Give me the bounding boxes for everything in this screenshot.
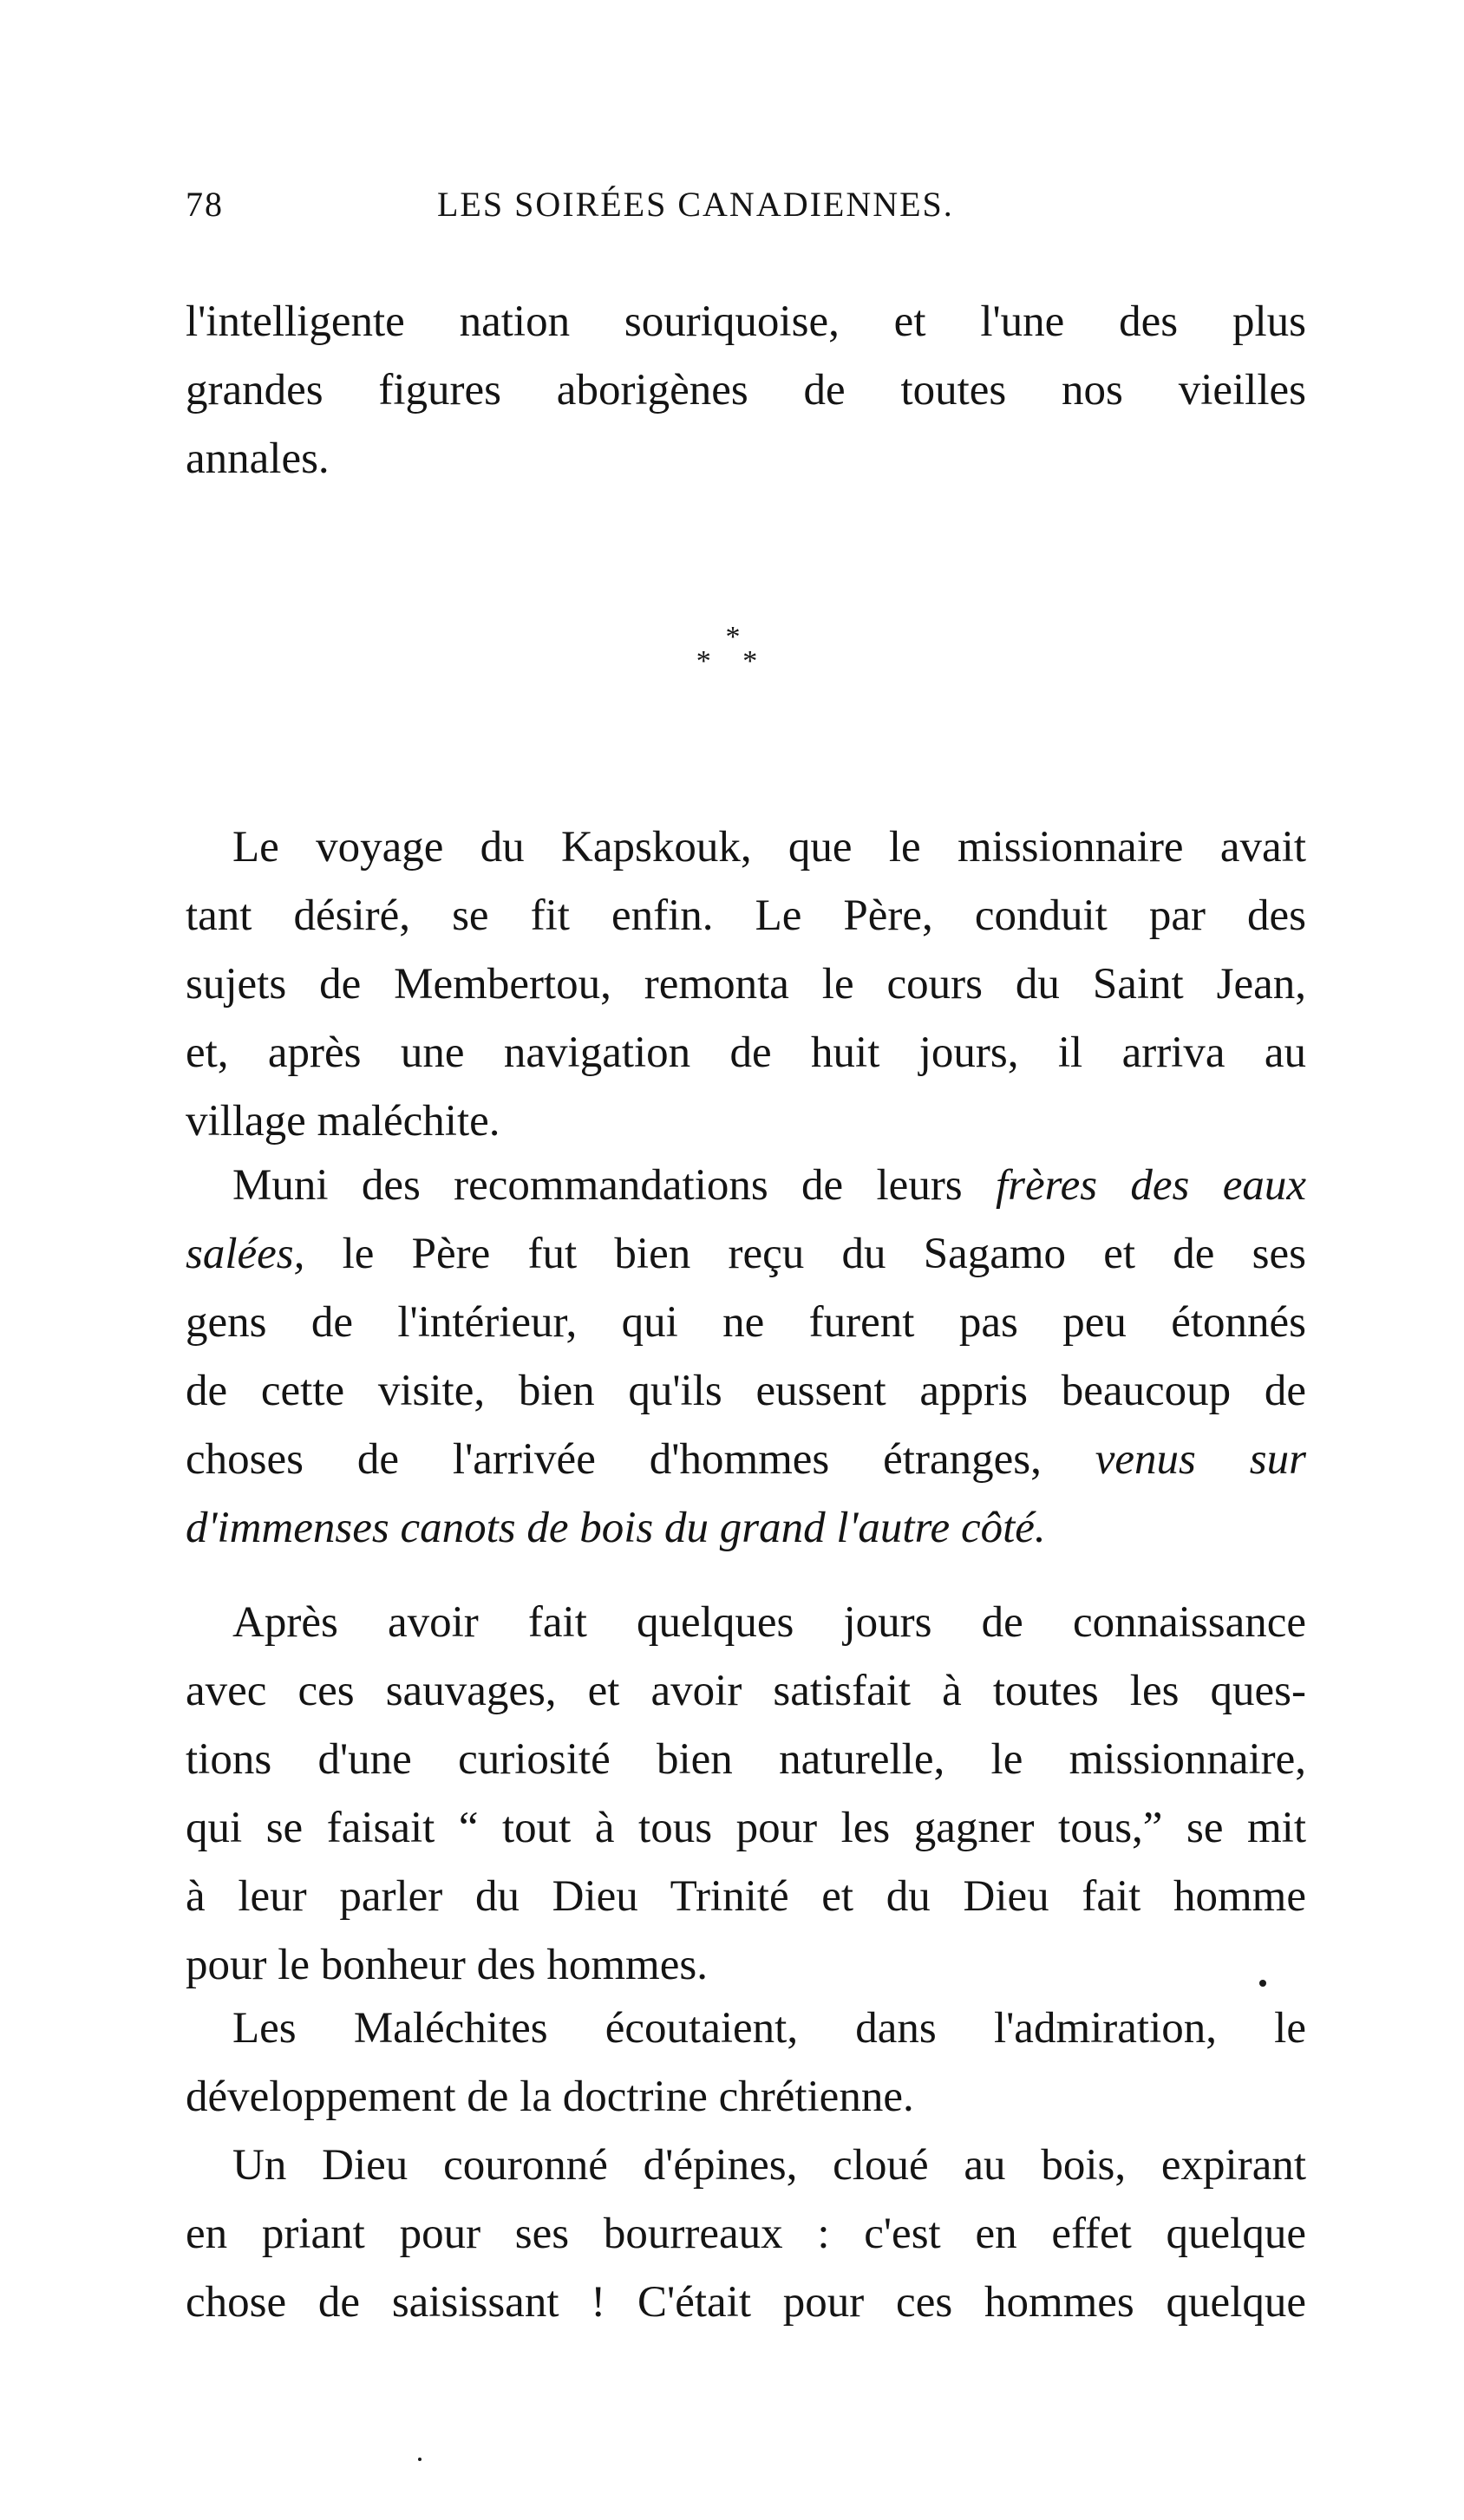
italic-run: salées, [186,1230,305,1278]
section-asterism [694,623,772,692]
text-line: village maléchite. [186,1097,500,1146]
text-line: tant désiré, se fit enfin. Le Père, conduit par des [186,891,1306,940]
italic-run: d'immenses canots de bois du grand l'autre côté. [186,1504,1046,1552]
text-run: choses de l'arrivée d'hommes étranges, [186,1435,1095,1484]
text-line: gens de l'intérieur, qui ne furent pas peu étonnés [186,1298,1306,1347]
text-line: sujets de Membertou, remonta le cours du Saint Jean, [186,960,1306,1009]
paragraph-voyage [186,813,1306,1156]
text-line: développement de la doctrine chrétienne. [186,2073,914,2121]
paragraph-continuation [186,288,1306,493]
asterism-top: * [725,621,741,653]
text-line: et, après une navigation de huit jours, il arriva au [186,1028,1306,1077]
ink-speck [418,2458,422,2461]
asterism-bottom: * * [696,645,770,677]
text-line: Le voyage du Kapskouk, que le missionnaire avait [232,823,1306,872]
paragraph-apres [186,1589,1306,2000]
text-line: tions d'une curiosité bien naturelle, le missionnaire, [186,1735,1306,1784]
text-line: en priant pour ses bourreaux : c'est en effet quelque [186,2210,1306,2258]
text-line: Après avoir fait quelques jours de connaissance [232,1598,1306,1647]
italic-run: venus sur [1095,1435,1306,1484]
text-line [186,1426,1306,1494]
paragraph-malechites [186,1994,1306,2132]
running-title: LES SOIRÉES CANADIENNES. [437,185,954,224]
text-line [186,1494,1306,1563]
text-line: chose de saisissant ! C'était pour ces hommes quelque [186,2278,1306,2327]
text-line: l'intelligente nation souriquoise, et l'une des plus [186,297,1306,346]
text-run: le Père fut bien reçu du Sagamo et de ses [304,1230,1306,1278]
page-number: 78 [186,185,224,224]
text-line: pour le bonheur des hommes. [186,1941,708,1989]
text-line: annales. [186,434,330,483]
text-line: à leur parler du Dieu Trinité et du Dieu fait homme [186,1872,1306,1921]
text-line: Un Dieu couronné d'épines, cloué au bois, expirant [232,2141,1306,2190]
paragraph-un-dieu [186,2132,1306,2337]
text-run: Muni des recommandations de leurs [232,1161,996,1210]
text-line [186,1220,1306,1289]
text-line: avec ces sauvages, et avoir satisfait à toutes les ques- [186,1667,1306,1715]
paragraph-muni [186,1152,1306,1563]
italic-run: frères des eaux [995,1161,1306,1210]
text-line: qui se faisait “ tout à tous pour les gagner tous,” se mit [186,1804,1306,1852]
text-line: de cette visite, bien qu'ils eussent appris beaucoup de [186,1367,1306,1415]
page-header [186,184,1306,236]
text-line: grandes figures aborigènes de toutes nos vieilles [186,366,1306,415]
text-line: Les Maléchites écoutaient, dans l'admiration, le [232,2004,1306,2053]
ink-speck [1259,1980,1266,1987]
text-line [186,1152,1306,1220]
